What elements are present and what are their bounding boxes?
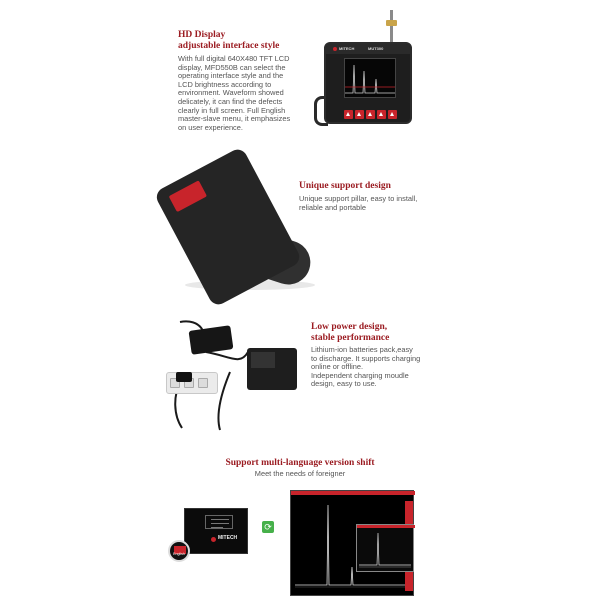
language-menu-box [205, 515, 233, 529]
low-power-desc-line: Lithium-ion batteries pack,easy [311, 345, 413, 354]
power-plug [176, 372, 192, 382]
menu-line [211, 523, 229, 524]
multi-language-subtitle: Meet the needs of foreigner [254, 469, 346, 478]
low-power-desc-line: online or offline. [311, 362, 364, 372]
probe-cable [390, 10, 393, 42]
triangle-key-icon[interactable] [388, 110, 397, 119]
language-menu-screen [184, 508, 248, 554]
waveform-graphic [357, 529, 413, 571]
hd-desc-line: on user experience. [178, 122, 243, 132]
charger-panel [251, 352, 275, 368]
triangle-key-icon[interactable] [355, 110, 364, 119]
waveform-graphic [345, 59, 395, 97]
brand-logo-icon [333, 47, 337, 51]
device-model: MUT300 [368, 46, 384, 51]
hd-desc-line: master-slave menu, it emphasizes [178, 114, 291, 124]
support-design-title: Unique support design [299, 181, 391, 191]
hd-desc-line: LCD brightness according to [178, 79, 272, 89]
menu-line [211, 519, 229, 520]
device-red-panel [169, 180, 207, 212]
device-brand: MITECH [339, 46, 355, 51]
brand-logo-icon [211, 537, 216, 542]
low-power-description [311, 346, 451, 389]
battery-charger [247, 348, 297, 390]
language-badge-label: English [173, 552, 185, 556]
hd-desc-line: With full digital 640X480 TFT LCD [178, 54, 290, 63]
probe-connector [386, 20, 397, 26]
device-screen [344, 58, 396, 98]
screen-header-bar [291, 491, 415, 495]
triangle-key-icon[interactable] [377, 110, 386, 119]
device-photo [324, 42, 412, 124]
hd-display-description [178, 55, 318, 132]
hd-display-title [178, 30, 279, 52]
hd-display-title-line1: HD Display [178, 30, 226, 40]
low-power-desc-line: to discharge. It supports charging [311, 353, 421, 363]
hd-desc-line: operating interface style and the [178, 71, 284, 81]
triangle-key-icon[interactable] [344, 110, 353, 119]
screen-header-bar [357, 525, 415, 528]
hd-desc-line: environment. Waveform showed [178, 88, 284, 98]
waveform-screen-small [356, 524, 414, 572]
function-keys [344, 106, 400, 118]
support-desc-line: Unique support pillar, easy to install, [299, 194, 418, 203]
support-design-description [299, 195, 459, 212]
multi-language-title: Support multi-language version shift [225, 458, 375, 468]
hd-desc-line: clearly in full screen. Full English [178, 105, 286, 115]
hd-desc-line: delicately, it can find the defects [178, 96, 283, 106]
low-power-title-line2: stable performance [311, 333, 390, 343]
menu-line [211, 527, 223, 528]
low-power-title [311, 322, 389, 344]
low-power-desc-line: Independent charging moudle [311, 370, 409, 380]
refresh-icon: ⟳ [262, 521, 274, 533]
hd-desc-line: display, MFD550B can select the [178, 62, 286, 72]
outlet-socket [198, 378, 208, 388]
low-power-title-line1: Low power design, [311, 322, 388, 332]
triangle-key-icon[interactable] [366, 110, 375, 119]
card-brand: MITECH [218, 535, 238, 541]
language-badge [168, 540, 190, 562]
low-power-desc-line: design, easy to use. [311, 379, 377, 389]
hd-display-title-line2: adjustable interface style [178, 41, 280, 51]
support-desc-line: reliable and portable [299, 202, 366, 212]
power-strip [166, 372, 218, 394]
